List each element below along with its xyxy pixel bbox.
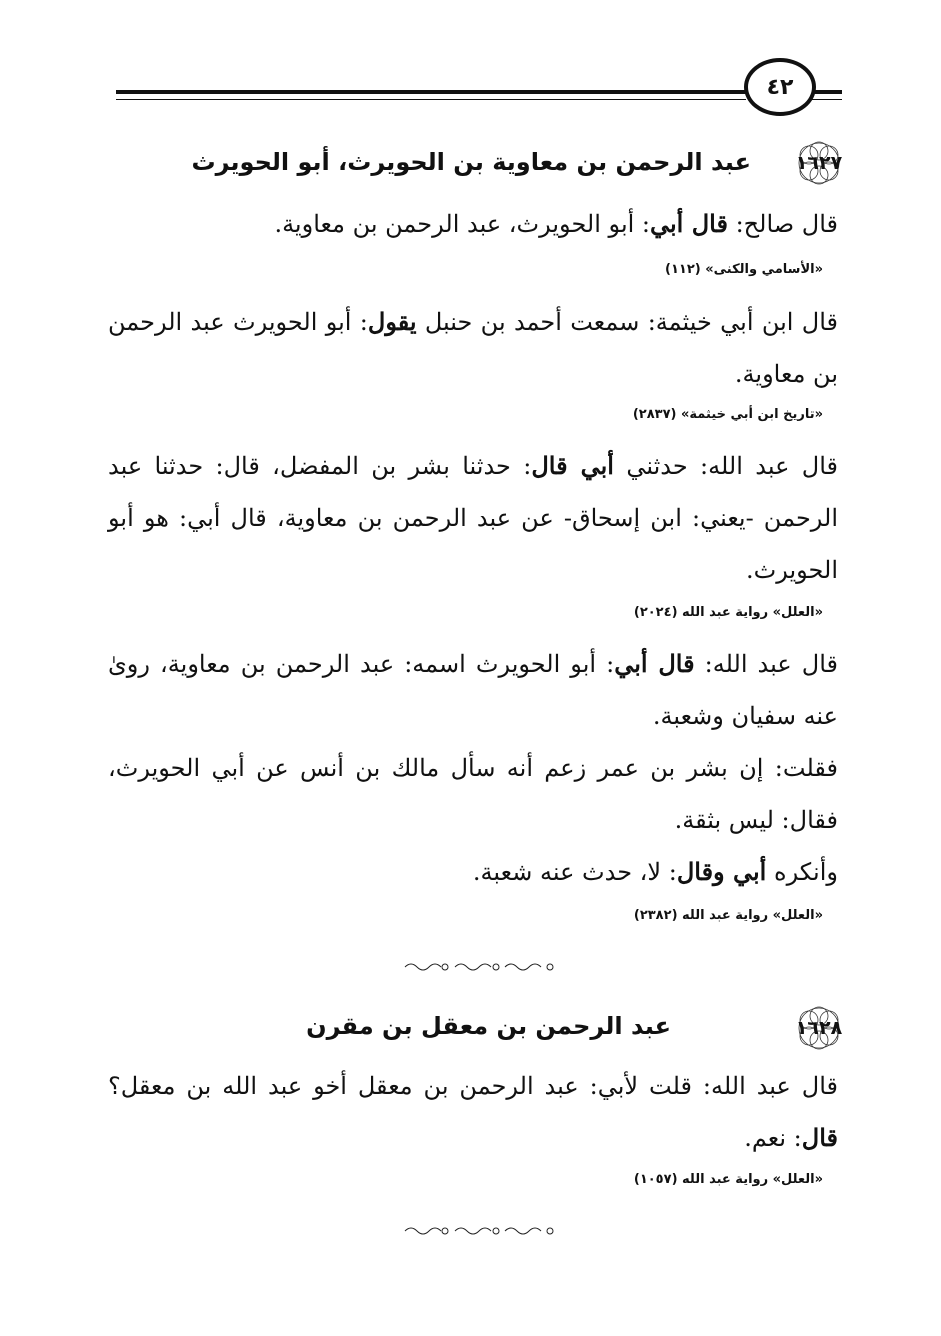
narration-paragraph	[108, 198, 838, 250]
narration-bold-text: قال أبي	[614, 649, 695, 678]
narration-bold-text: قال أبي	[650, 209, 728, 238]
entry-number: ١٦٢٧	[795, 152, 843, 174]
header-rule-right	[812, 90, 842, 94]
narration-paragraph	[108, 638, 838, 742]
header-rule-right-thin	[812, 99, 842, 100]
entry-number: ١٦٢٨	[795, 1017, 843, 1039]
narration-text: قال صالح:	[727, 210, 838, 238]
narration-text: قال ابن أبي خيثمة: سمعت أحمد بن حنبل	[416, 308, 838, 336]
narration-paragraph	[108, 742, 838, 846]
divider-ornament-icon	[400, 960, 560, 974]
narration-bold-text: أبي قال	[531, 451, 614, 480]
narration-paragraph	[108, 440, 838, 596]
entry-title: عبد الرحمن بن معقل بن مقرن	[306, 1012, 671, 1040]
source-citation: «تاريخ ابن أبي خيثمة» (٢٨٣٧)	[632, 407, 823, 422]
source-citation: «العلل» رواية عبد الله (٢٣٨٢)	[633, 908, 823, 923]
narration-paragraph	[108, 296, 838, 400]
source-citation: «الأسامي والكنى» (١١٢)	[665, 262, 823, 277]
narration-text: فقلت: إن بشر بن عمر زعم أنه سأل مالك بن أنس عن أبي الحويرث، فقال: ليس بثقة.	[108, 754, 838, 834]
narration-text: : أبو الحويرث اسمه: عبد الرحمن بن معاوية، روىٰ عنه سفيان وشعبة.	[108, 650, 838, 730]
narration-paragraph	[108, 846, 838, 898]
header-rule-left	[116, 90, 746, 94]
narration-text: قال عبد الله: حدثني	[613, 452, 838, 480]
narration-bold-text: يقول	[367, 307, 417, 336]
header-rule-left-thin	[116, 99, 746, 100]
narration-text: : أبو الحويرث، عبد الرحمن بن معاوية.	[274, 210, 650, 238]
narration-text: : نعم.	[744, 1124, 802, 1152]
source-citation: «العلل» رواية عبد الله (١٠٥٧)	[633, 1172, 823, 1187]
narration-bold-text: أبي وقال	[676, 857, 767, 886]
narration-bold-text: قال	[801, 1123, 838, 1152]
page-number: ٤٢	[744, 58, 816, 116]
source-citation: «العلل» رواية عبد الله (٢٠٢٤)	[633, 605, 823, 620]
entry-number-badge	[790, 140, 848, 186]
narration-text: قال عبد الله: قلت لأبي: عبد الرحمن بن معقل أخو عبد الله بن معقل؟	[108, 1072, 839, 1100]
narration-text: : لا، حدث عنه شعبة.	[472, 858, 677, 886]
narration-text: وأنكره	[766, 858, 838, 886]
narration-text: قال عبد الله:	[694, 650, 838, 678]
narration-text: : حدثنا بشر بن المفضل، قال: حدثنا عبد الرحمن -يعني: ابن إسحاق- عن عبد الرحمن بن معاوية، قال أبي: هو أبو الحويرث.	[108, 452, 838, 584]
narration-text: : أبو الحويرث عبد الرحمن بن معاوية.	[108, 308, 838, 388]
entry-number-badge	[790, 1005, 848, 1051]
divider-ornament-icon	[400, 1224, 560, 1238]
narration-paragraph	[108, 1060, 838, 1164]
entry-title: عبد الرحمن بن معاوية بن الحويرث، أبو الحويرث	[191, 148, 751, 176]
